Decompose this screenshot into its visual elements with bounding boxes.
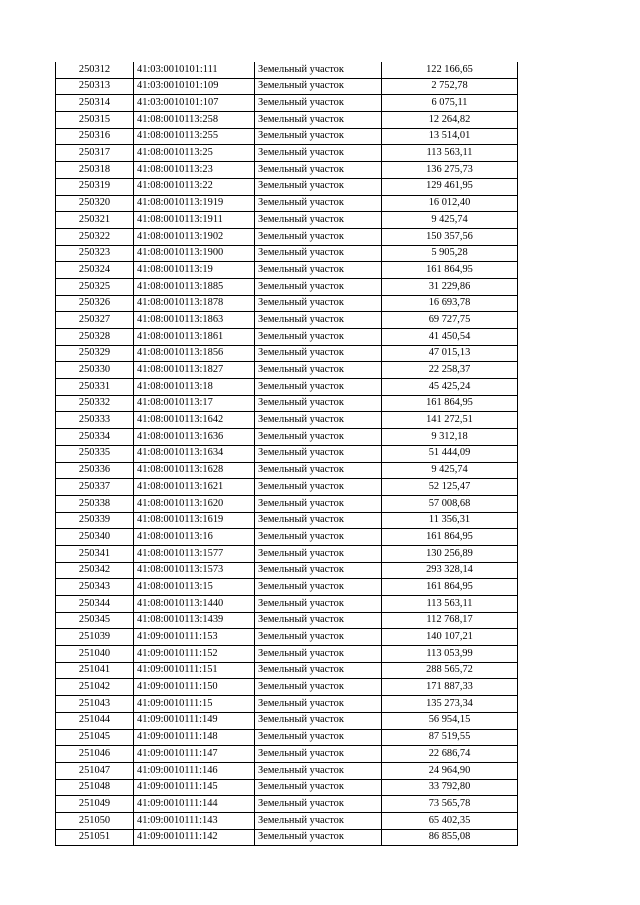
cadastral-number-cell: 41:08:0010113:1642	[134, 412, 255, 429]
table-row	[56, 612, 518, 629]
table-row	[56, 646, 518, 663]
cadastral-value-cell: 13 514,01	[382, 128, 518, 145]
cadastral-value-cell: 11 356,31	[382, 512, 518, 529]
cadastral-value-cell: 9 425,74	[382, 462, 518, 479]
object-type-cell: Земельный участок	[255, 779, 382, 796]
cadastral-number-cell: 41:08:0010113:17	[134, 395, 255, 412]
cadastral-value-cell: 161 864,95	[382, 529, 518, 546]
object-type-cell: Земельный участок	[255, 445, 382, 462]
object-type-cell: Земельный участок	[255, 712, 382, 729]
object-type-cell: Земельный участок	[255, 78, 382, 95]
record-number-cell: 250323	[56, 245, 134, 262]
object-type-cell: Земельный участок	[255, 95, 382, 112]
object-type-cell: Земельный участок	[255, 479, 382, 496]
object-type-cell: Земельный участок	[255, 312, 382, 329]
object-type-cell: Земельный участок	[255, 562, 382, 579]
cadastral-number-cell: 41:08:0010113:1919	[134, 195, 255, 212]
cadastral-number-cell: 41:09:0010111:152	[134, 646, 255, 663]
object-type-cell: Земельный участок	[255, 412, 382, 429]
record-number-cell: 251045	[56, 729, 134, 746]
record-number-cell: 251049	[56, 796, 134, 813]
object-type-cell: Земельный участок	[255, 729, 382, 746]
record-number-cell: 250330	[56, 362, 134, 379]
table-row	[56, 762, 518, 779]
record-number-cell: 250321	[56, 212, 134, 229]
cadastral-value-cell: 161 864,95	[382, 262, 518, 279]
record-number-cell: 250313	[56, 78, 134, 95]
object-type-cell: Земельный участок	[255, 245, 382, 262]
record-number-cell: 250337	[56, 479, 134, 496]
object-type-cell: Земельный участок	[255, 228, 382, 245]
table-row	[56, 812, 518, 829]
table-row	[56, 212, 518, 229]
object-type-cell: Земельный участок	[255, 379, 382, 396]
record-number-cell: 250318	[56, 162, 134, 179]
table-row	[56, 329, 518, 346]
cadastral-number-cell: 41:09:0010111:147	[134, 746, 255, 763]
object-type-cell: Земельный участок	[255, 212, 382, 229]
object-type-cell: Земельный участок	[255, 195, 382, 212]
record-number-cell: 250327	[56, 312, 134, 329]
cadastral-number-cell: 41:08:0010113:1900	[134, 245, 255, 262]
object-type-cell: Земельный участок	[255, 579, 382, 596]
cadastral-number-cell: 41:09:0010111:143	[134, 812, 255, 829]
record-number-cell: 251040	[56, 646, 134, 663]
cadastral-value-cell: 6 075,11	[382, 95, 518, 112]
table-row	[56, 379, 518, 396]
cadastral-value-cell: 136 275,73	[382, 162, 518, 179]
cadastral-value-cell: 31 229,86	[382, 278, 518, 295]
table-row	[56, 596, 518, 613]
cadastral-value-cell: 56 954,15	[382, 712, 518, 729]
cadastral-value-cell: 16 693,78	[382, 295, 518, 312]
cadastral-value-cell: 73 565,78	[382, 796, 518, 813]
cadastral-number-cell: 41:08:0010113:25	[134, 145, 255, 162]
cadastral-number-cell: 41:08:0010113:16	[134, 529, 255, 546]
object-type-cell: Земельный участок	[255, 646, 382, 663]
cadastral-value-cell: 86 855,08	[382, 829, 518, 846]
cadastral-value-cell: 122 166,65	[382, 62, 518, 78]
record-number-cell: 250333	[56, 412, 134, 429]
table-row	[56, 779, 518, 796]
cadastral-number-cell: 41:08:0010113:1885	[134, 278, 255, 295]
record-number-cell: 250344	[56, 596, 134, 613]
record-number-cell: 250319	[56, 178, 134, 195]
cadastral-number-cell: 41:08:0010113:18	[134, 379, 255, 396]
record-number-cell: 250345	[56, 612, 134, 629]
record-number-cell: 251044	[56, 712, 134, 729]
record-number-cell: 251041	[56, 662, 134, 679]
table-row	[56, 495, 518, 512]
cadastral-value-cell: 288 565,72	[382, 662, 518, 679]
record-number-cell: 250343	[56, 579, 134, 596]
cadastral-value-cell: 22 686,74	[382, 746, 518, 763]
table-row	[56, 829, 518, 846]
record-number-cell: 250342	[56, 562, 134, 579]
cadastral-number-cell: 41:09:0010111:149	[134, 712, 255, 729]
table-row	[56, 362, 518, 379]
cadastral-value-cell: 161 864,95	[382, 579, 518, 596]
cadastral-number-cell: 41:08:0010113:19	[134, 262, 255, 279]
object-type-cell: Земельный участок	[255, 662, 382, 679]
cadastral-value-cell: 45 425,24	[382, 379, 518, 396]
object-type-cell: Земельный участок	[255, 295, 382, 312]
cadastral-number-cell: 41:08:0010113:1911	[134, 212, 255, 229]
table-row	[56, 112, 518, 129]
cadastral-number-cell: 41:03:0010101:107	[134, 95, 255, 112]
table-row	[56, 679, 518, 696]
record-number-cell: 250320	[56, 195, 134, 212]
cadastral-number-cell: 41:08:0010113:1439	[134, 612, 255, 629]
cadastral-number-cell: 41:08:0010113:1634	[134, 445, 255, 462]
record-number-cell: 251042	[56, 679, 134, 696]
cadastral-number-cell: 41:08:0010113:1902	[134, 228, 255, 245]
cadastral-value-cell: 161 864,95	[382, 395, 518, 412]
table-row	[56, 62, 518, 78]
table-row	[56, 128, 518, 145]
table-row	[56, 662, 518, 679]
table-row	[56, 545, 518, 562]
object-type-cell: Земельный участок	[255, 629, 382, 646]
record-number-cell: 251051	[56, 829, 134, 846]
record-number-cell: 250332	[56, 395, 134, 412]
cadastral-value-cell: 47 015,13	[382, 345, 518, 362]
object-type-cell: Земельный участок	[255, 545, 382, 562]
cadastral-value-cell: 2 752,78	[382, 78, 518, 95]
record-number-cell: 250315	[56, 112, 134, 129]
record-number-cell: 251047	[56, 762, 134, 779]
cadastral-value-cell: 113 053,99	[382, 646, 518, 663]
table-row	[56, 729, 518, 746]
object-type-cell: Земельный участок	[255, 829, 382, 846]
record-number-cell: 250322	[56, 228, 134, 245]
record-number-cell: 250341	[56, 545, 134, 562]
object-type-cell: Земельный участок	[255, 529, 382, 546]
cadastral-number-cell: 41:08:0010113:1878	[134, 295, 255, 312]
table-row	[56, 429, 518, 446]
cadastral-number-cell: 41:08:0010113:1440	[134, 596, 255, 613]
cadastral-value-cell: 12 264,82	[382, 112, 518, 129]
cadastral-number-cell: 41:09:0010111:146	[134, 762, 255, 779]
cadastral-number-cell: 41:08:0010113:1621	[134, 479, 255, 496]
cadastral-number-cell: 41:09:0010111:150	[134, 679, 255, 696]
cadastral-number-cell: 41:08:0010113:258	[134, 112, 255, 129]
record-number-cell: 251048	[56, 779, 134, 796]
cadastral-value-cell: 9 425,74	[382, 212, 518, 229]
record-number-cell: 251043	[56, 696, 134, 713]
object-type-cell: Земельный участок	[255, 796, 382, 813]
cadastral-value-cell: 129 461,95	[382, 178, 518, 195]
cadastral-number-cell: 41:09:0010111:145	[134, 779, 255, 796]
cadastral-number-cell: 41:09:0010111:15	[134, 696, 255, 713]
cadastral-number-cell: 41:08:0010113:1636	[134, 429, 255, 446]
cadastral-value-cell: 293 328,14	[382, 562, 518, 579]
record-number-cell: 250340	[56, 529, 134, 546]
cadastral-value-cell: 141 272,51	[382, 412, 518, 429]
cadastral-value-cell: 52 125,47	[382, 479, 518, 496]
object-type-cell: Земельный участок	[255, 812, 382, 829]
object-type-cell: Земельный участок	[255, 679, 382, 696]
table-row	[56, 228, 518, 245]
object-type-cell: Земельный участок	[255, 395, 382, 412]
table-row	[56, 295, 518, 312]
table-row	[56, 445, 518, 462]
record-number-cell: 250325	[56, 278, 134, 295]
table-row	[56, 629, 518, 646]
object-type-cell: Земельный участок	[255, 696, 382, 713]
cadastral-value-cell: 51 444,09	[382, 445, 518, 462]
table-row	[56, 746, 518, 763]
cadastral-number-cell: 41:08:0010113:255	[134, 128, 255, 145]
cadastral-number-cell: 41:08:0010113:23	[134, 162, 255, 179]
table-row	[56, 145, 518, 162]
record-number-cell: 250314	[56, 95, 134, 112]
table-row	[56, 95, 518, 112]
record-number-cell: 251046	[56, 746, 134, 763]
object-type-cell: Земельный участок	[255, 278, 382, 295]
record-number-cell: 250334	[56, 429, 134, 446]
cadastral-value-cell: 130 256,89	[382, 545, 518, 562]
cadastral-number-cell: 41:08:0010113:1577	[134, 545, 255, 562]
object-type-cell: Земельный участок	[255, 329, 382, 346]
table-row	[56, 712, 518, 729]
land-plot-table-body	[56, 62, 518, 846]
record-number-cell: 250316	[56, 128, 134, 145]
object-type-cell: Земельный участок	[255, 128, 382, 145]
cadastral-number-cell: 41:08:0010113:22	[134, 178, 255, 195]
cadastral-number-cell: 41:08:0010113:15	[134, 579, 255, 596]
object-type-cell: Земельный участок	[255, 162, 382, 179]
cadastral-value-cell: 135 273,34	[382, 696, 518, 713]
cadastral-number-cell: 41:08:0010113:1620	[134, 495, 255, 512]
table-row	[56, 395, 518, 412]
cadastral-number-cell: 41:08:0010113:1863	[134, 312, 255, 329]
cadastral-number-cell: 41:08:0010113:1827	[134, 362, 255, 379]
table-row	[56, 312, 518, 329]
cadastral-value-cell: 5 905,28	[382, 245, 518, 262]
record-number-cell: 250329	[56, 345, 134, 362]
table-row	[56, 162, 518, 179]
object-type-cell: Земельный участок	[255, 362, 382, 379]
cadastral-number-cell: 41:08:0010113:1861	[134, 329, 255, 346]
cadastral-number-cell: 41:08:0010113:1856	[134, 345, 255, 362]
cadastral-value-cell: 69 727,75	[382, 312, 518, 329]
table-row	[56, 479, 518, 496]
table-row	[56, 696, 518, 713]
object-type-cell: Земельный участок	[255, 596, 382, 613]
object-type-cell: Земельный участок	[255, 112, 382, 129]
record-number-cell: 250312	[56, 62, 134, 78]
cadastral-number-cell: 41:09:0010111:144	[134, 796, 255, 813]
cadastral-value-cell: 24 964,90	[382, 762, 518, 779]
table-row	[56, 462, 518, 479]
record-number-cell: 250326	[56, 295, 134, 312]
object-type-cell: Земельный участок	[255, 178, 382, 195]
record-number-cell: 250338	[56, 495, 134, 512]
cadastral-number-cell: 41:09:0010111:151	[134, 662, 255, 679]
table-row	[56, 245, 518, 262]
object-type-cell: Земельный участок	[255, 612, 382, 629]
cadastral-value-cell: 65 402,35	[382, 812, 518, 829]
table-row	[56, 178, 518, 195]
record-number-cell: 251050	[56, 812, 134, 829]
cadastral-value-cell: 16 012,40	[382, 195, 518, 212]
cadastral-value-cell: 33 792,80	[382, 779, 518, 796]
object-type-cell: Земельный участок	[255, 262, 382, 279]
table-row	[56, 412, 518, 429]
object-type-cell: Земельный участок	[255, 145, 382, 162]
table-row	[56, 512, 518, 529]
cadastral-number-cell: 41:09:0010111:153	[134, 629, 255, 646]
table-row	[56, 278, 518, 295]
object-type-cell: Земельный участок	[255, 512, 382, 529]
cadastral-value-cell: 9 312,18	[382, 429, 518, 446]
record-number-cell: 250331	[56, 379, 134, 396]
object-type-cell: Земельный участок	[255, 495, 382, 512]
cadastral-number-cell: 41:08:0010113:1619	[134, 512, 255, 529]
record-number-cell: 251039	[56, 629, 134, 646]
object-type-cell: Земельный участок	[255, 462, 382, 479]
table-row	[56, 529, 518, 546]
cadastral-value-cell: 57 008,68	[382, 495, 518, 512]
cadastral-number-cell: 41:09:0010111:142	[134, 829, 255, 846]
record-number-cell: 250335	[56, 445, 134, 462]
object-type-cell: Земельный участок	[255, 762, 382, 779]
object-type-cell: Земельный участок	[255, 429, 382, 446]
cadastral-number-cell: 41:09:0010111:148	[134, 729, 255, 746]
cadastral-value-cell: 113 563,11	[382, 145, 518, 162]
table-row	[56, 796, 518, 813]
cadastral-value-cell: 171 887,33	[382, 679, 518, 696]
cadastral-number-cell: 41:03:0010101:109	[134, 78, 255, 95]
cadastral-number-cell: 41:08:0010113:1573	[134, 562, 255, 579]
cadastral-value-cell: 113 563,11	[382, 596, 518, 613]
cadastral-value-cell: 87 519,55	[382, 729, 518, 746]
record-number-cell: 250317	[56, 145, 134, 162]
cadastral-value-cell: 112 768,17	[382, 612, 518, 629]
object-type-cell: Земельный участок	[255, 746, 382, 763]
object-type-cell: Земельный участок	[255, 62, 382, 78]
cadastral-value-cell: 150 357,56	[382, 228, 518, 245]
record-number-cell: 250339	[56, 512, 134, 529]
table-row	[56, 345, 518, 362]
cadastral-number-cell: 41:03:0010101:111	[134, 62, 255, 78]
table-row	[56, 262, 518, 279]
cadastral-number-cell: 41:08:0010113:1628	[134, 462, 255, 479]
cadastral-value-cell: 22 258,37	[382, 362, 518, 379]
cadastral-value-cell: 140 107,21	[382, 629, 518, 646]
cadastral-value-cell: 41 450,54	[382, 329, 518, 346]
land-plot-table	[55, 62, 518, 846]
record-number-cell: 250324	[56, 262, 134, 279]
object-type-cell: Земельный участок	[255, 345, 382, 362]
record-number-cell: 250328	[56, 329, 134, 346]
record-number-cell: 250336	[56, 462, 134, 479]
table-row	[56, 78, 518, 95]
table-row	[56, 579, 518, 596]
table-row	[56, 562, 518, 579]
table-row	[56, 195, 518, 212]
